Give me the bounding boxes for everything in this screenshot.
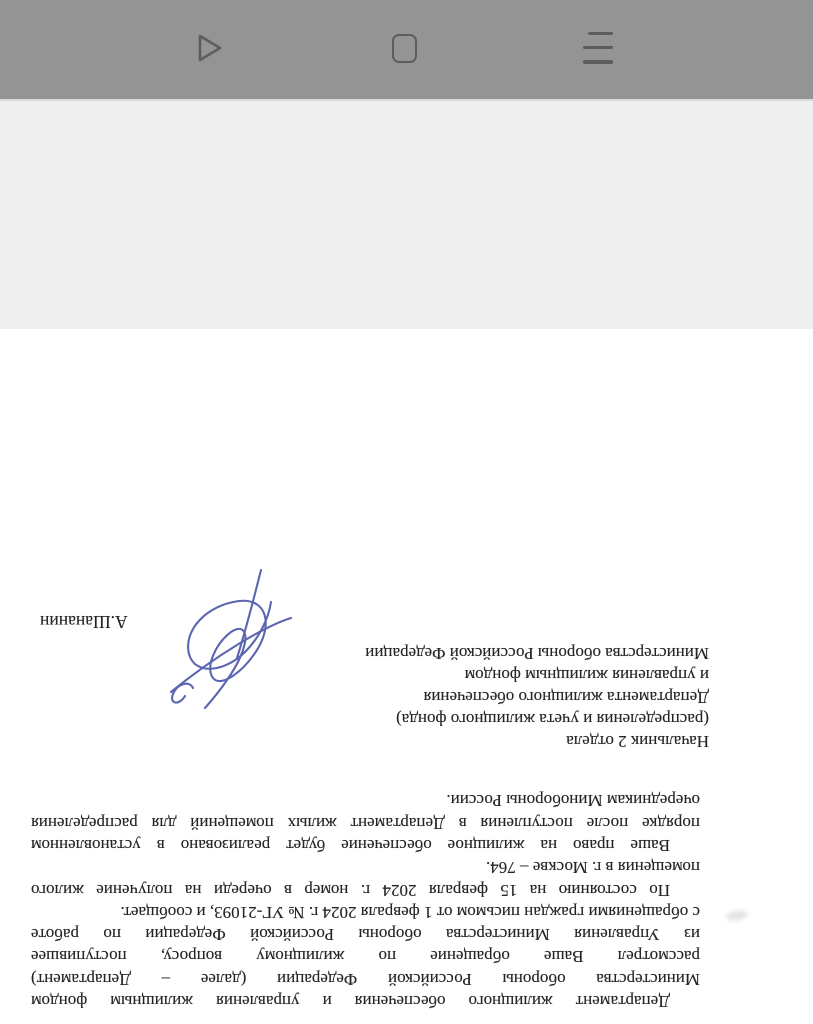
back-icon[interactable] [195,32,226,64]
text-line: Министерства обороны Российской Федерации [365,644,709,663]
document-content-rotated [0,329,813,1024]
text-line: порядке после поступления в Департамент жилых помещений для распределения [31,813,700,833]
text-line: (распределения и учета жилищного фонда) [396,710,709,729]
paragraph-1 [31,901,700,1012]
text-line: и управления жилищным фондом [464,666,709,685]
android-navigation-bar [0,0,813,101]
viewer-background [0,101,813,329]
text-line: из Управления Министерства обороны Российской Федерации по работе [31,925,700,945]
text-line: Министерства обороны Российской Федерации (далее – Департамент) [31,969,700,989]
signature-block [289,642,709,752]
recents-icon[interactable] [583,32,613,75]
text-line: помещения в г. Москве – 764. [486,858,700,878]
recents-line [583,46,613,49]
recents-line [588,32,613,35]
letter-body [31,789,700,1012]
text-line: с обращениями граждан письмом от 1 февраля 2024 г. № УГ-21093, и сообщает. [120,902,700,922]
home-icon[interactable] [392,34,417,63]
handwritten-signature-icon [161,566,301,716]
text-line: По состоянию на 15 февраля 2024 г. номер в очереди на получение жилого [31,880,670,900]
recents-line [583,60,613,63]
text-line: очередникам Минобороны России. [446,791,700,811]
paragraph-3 [31,789,700,856]
text-line: Начальник 2 отдела [566,732,709,751]
text-line: Ваше право на жилищное обеспечение будет реализовано в установленном [31,835,670,855]
paragraph-2 [31,856,700,901]
text-line: Департамента жилищного обеспечения [423,688,709,707]
text-line: Департамент жилищного обеспечения и управления жилищным фондом [31,992,670,1011]
signer-name: А.Шананин [40,612,128,632]
text-line: рассмотрел Ваше обращение по жилищному вопросу, поступившее [31,947,700,967]
scan-artifact [725,910,748,922]
document-page[interactable] [0,329,813,1024]
